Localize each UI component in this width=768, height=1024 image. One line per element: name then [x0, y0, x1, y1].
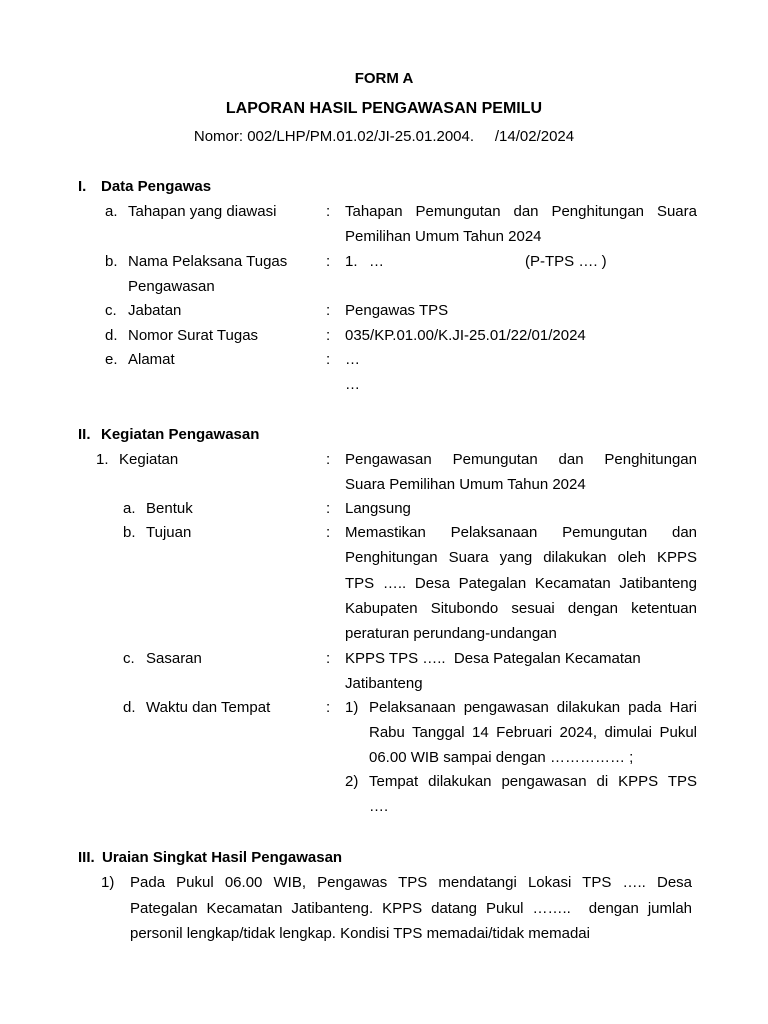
item-value: Tahapan Pemungutan dan Penghitungan Suara — [345, 203, 697, 220]
item-value: … — [345, 351, 360, 368]
item-label: Sasaran — [146, 650, 202, 667]
item-label: Pengawasan — [128, 278, 215, 295]
item-value: … — [345, 376, 360, 393]
colon: : — [326, 302, 331, 319]
item-label: Kegiatan — [119, 451, 179, 468]
item-number: 1. — [345, 253, 358, 270]
item-letter: d. — [105, 327, 118, 344]
section-1-title: Data Pengawas — [101, 178, 212, 195]
item-value-line: …. — [369, 798, 389, 815]
list-number: 1) — [101, 874, 115, 891]
colon: : — [326, 327, 331, 344]
item-label: Waktu dan Tempat — [146, 699, 271, 716]
item-letter: c. — [105, 302, 117, 319]
item-value-line: Memastikan Pelaksanaan Pemungutan dan — [345, 524, 697, 541]
colon: : — [326, 351, 331, 368]
item-label: Tahapan yang diawasi — [128, 203, 277, 220]
item-number: 1. — [96, 451, 109, 468]
colon: : — [326, 524, 331, 541]
item-letter: a. — [105, 203, 118, 220]
item-letter: b. — [123, 524, 136, 541]
section-2-number: II. — [78, 426, 91, 443]
colon: : — [326, 451, 331, 468]
item-value-line: 06.00 WIB sampai dengan …………… ; — [369, 749, 634, 766]
section-2-title: Kegiatan Pengawasan — [101, 426, 260, 443]
document-number: Nomor: 002/LHP/PM.01.02/JI-25.01.2004. /14/02/2024 — [193, 128, 575, 145]
item-label: Bentuk — [146, 500, 193, 517]
item-value-line: peraturan perundang-undangan — [345, 625, 557, 642]
item-value: Pengawasan Pemungutan dan Penghitungan — [345, 451, 697, 468]
item-value-line: TPS ….. Desa Pategalan Kecamatan Jatibanteng — [345, 575, 697, 592]
item-letter: c. — [123, 650, 135, 667]
form-label: FORM A — [354, 70, 414, 87]
section-3-title: Uraian Singkat Hasil Pengawasan — [102, 849, 343, 866]
list-number: 1) — [345, 699, 359, 716]
document-title: LAPORAN HASIL PENGAWASAN PEMILU — [225, 100, 543, 117]
item-value: Jatibanteng — [345, 675, 423, 692]
item-label: Jabatan — [128, 302, 182, 319]
item-letter: a. — [123, 500, 136, 517]
section-3-number: III. — [78, 849, 95, 866]
item-label: Alamat — [128, 351, 175, 368]
item-value-line: Tempat dilakukan pengawasan di KPPS TPS — [369, 773, 697, 790]
item-letter: b. — [105, 253, 118, 270]
item-value-line: Kabupaten Situbondo sesuai dengan ketentuan — [345, 600, 697, 617]
item-value: Suara Pemilihan Umum Tahun 2024 — [345, 476, 586, 493]
item-value: … — [369, 253, 384, 270]
paragraph-line: Pada Pukul 06.00 WIB, Pengawas TPS mendatangi Lokasi TPS ….. Desa — [130, 874, 692, 891]
item-value-line: Penghitungan Suara yang dilakukan oleh KPPS — [345, 549, 697, 566]
item-value: KPPS TPS ….. Desa Pategalan Kecamatan — [345, 650, 641, 667]
item-label: Nama Pelaksana Tugas — [128, 253, 288, 270]
item-label: Tujuan — [146, 524, 192, 541]
item-value-ptps: (P-TPS …. ) — [525, 253, 607, 270]
colon: : — [326, 253, 331, 270]
item-label: Nomor Surat Tugas — [128, 327, 259, 344]
colon: : — [326, 650, 331, 667]
item-value-line: Pelaksanaan pengawasan dilakukan pada Hari — [369, 699, 697, 716]
item-letter: e. — [105, 351, 118, 368]
paragraph-line: Pategalan Kecamatan Jatibanteng. KPPS datang Pukul …….. dengan jumlah — [130, 900, 692, 917]
item-letter: d. — [123, 699, 136, 716]
item-value: Pengawas TPS — [345, 302, 449, 319]
paragraph-line: personil lengkap/tidak lengkap. Kondisi TPS memadai/tidak memadai — [130, 925, 590, 942]
colon: : — [326, 203, 331, 220]
colon: : — [326, 699, 331, 716]
list-number: 2) — [345, 773, 359, 790]
item-value: Langsung — [345, 500, 411, 517]
item-value: Pemilihan Umum Tahun 2024 — [345, 228, 542, 245]
item-value-line: Rabu Tanggal 14 Februari 2024, dimulai Pukul — [369, 724, 697, 741]
colon: : — [326, 500, 331, 517]
item-value: 035/KP.01.00/K.JI-25.01/22/01/2024 — [345, 327, 586, 344]
section-1-number: I. — [78, 178, 87, 195]
